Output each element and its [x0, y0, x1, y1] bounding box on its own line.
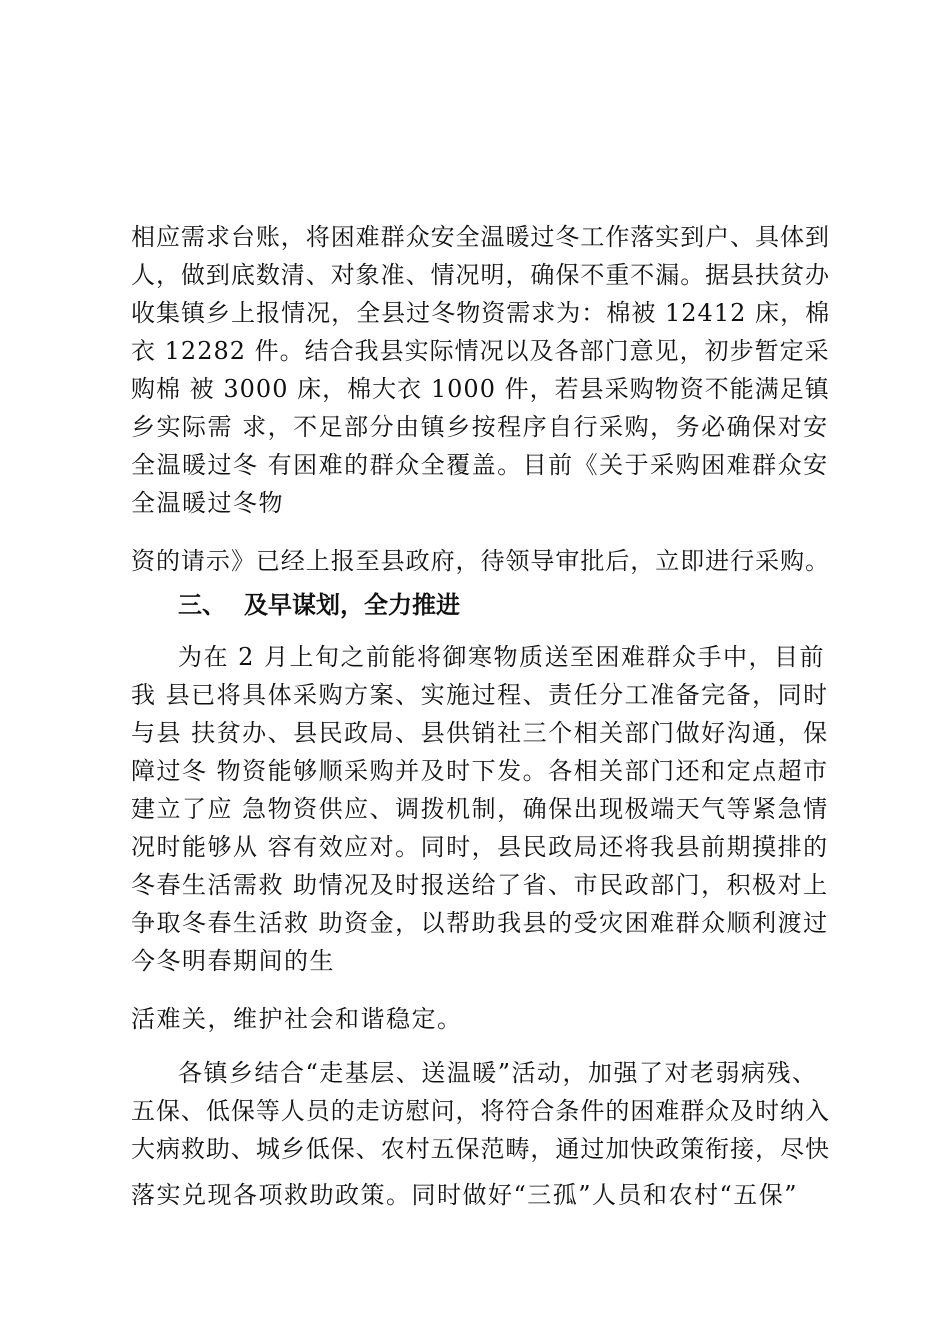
paragraph-1-line-8: 全温暖过冬物	[131, 489, 284, 517]
paragraph-3-line-2: 五保、低保等人员的走访慰问，将符合条件的困难群众及时纳入	[131, 1097, 830, 1125]
paragraph-2-line-1: 为在 2 月上旬之前能将御寒物质送至困难群众手中，目前	[178, 643, 826, 671]
paragraph-1-line-2: 人，做到底数清、对象准、情况明，确保不重不漏。据县扶贫办	[131, 261, 830, 289]
paragraph-1-line-6: 乡实际需 求，不足部分由镇乡按程序自行采购，务必确保对安	[131, 413, 829, 441]
paragraph-3-line-4: 落实兑现各项救助政策。同时做好“三孤”人员和农村“五保”	[131, 1181, 799, 1209]
paragraph-2-line-2: 我 县已将具体采购方案、实施过程、责任分工准备完备，同时	[131, 681, 829, 709]
section-number: 三、	[178, 591, 226, 619]
paragraph-2-line-3: 与县 扶贫办、县民政局、县供销社三个相关部门做好沟通，保	[131, 719, 829, 747]
paragraph-2-line-9: 今冬明春期间的生	[131, 947, 335, 975]
section-title: 及早谋划，全力推进	[244, 591, 460, 619]
section-heading	[178, 590, 460, 620]
paragraph-2-line-8: 争取冬春生活救 助资金，以帮助我县的受灾困难群众顺利渡过	[131, 909, 829, 937]
paragraph-2-continuation: 活难关，维护社会和谐稳定。	[131, 1005, 463, 1033]
paragraph-1-line-5: 购棉 被 3000 床，棉大衣 1000 件，若县采购物资不能满足镇	[131, 375, 830, 403]
paragraph-2-line-7: 冬春生活需救 助情况及时报送给了省、市民政部门，积极对上	[131, 871, 829, 899]
paragraph-1-continuation: 资的请示》已经上报至县政府，待领导审批后，立即进行采购。	[131, 547, 830, 575]
paragraph-1-line-7: 全温暖过冬 有困难的群众全覆盖。目前《关于采购困难群众安	[131, 451, 829, 479]
paragraph-2-line-4: 障过冬 物资能够顺采购并及时下发。各相关部门还和定点超市	[131, 757, 829, 785]
paragraph-1-line-1: 相应需求台账，将困难群众安全温暖过冬工作落实到户、具体到	[131, 223, 830, 251]
paragraph-2-line-5: 建立了应 急物资供应、调拨机制，确保出现极端天气等紧急情	[131, 795, 829, 823]
paragraph-1-line-4: 衣 12282 件。结合我县实际情况以及各部门意见，初步暂定采	[131, 337, 830, 365]
paragraph-3-line-3: 大病救助、城乡低保、农村五保范畴，通过加快政策衔接，尽快	[131, 1135, 830, 1163]
paragraph-3-line-1: 各镇乡结合“走基层、送温暖”活动，加强了对老弱病残、	[178, 1059, 818, 1087]
paragraph-2-line-6: 况时能够从 容有效应对。同时，县民政局还将我县前期摸排的	[131, 833, 829, 861]
paragraph-1-line-3: 收集镇乡上报情况，全县过冬物资需求为：棉被 12412 床，棉	[131, 299, 831, 327]
